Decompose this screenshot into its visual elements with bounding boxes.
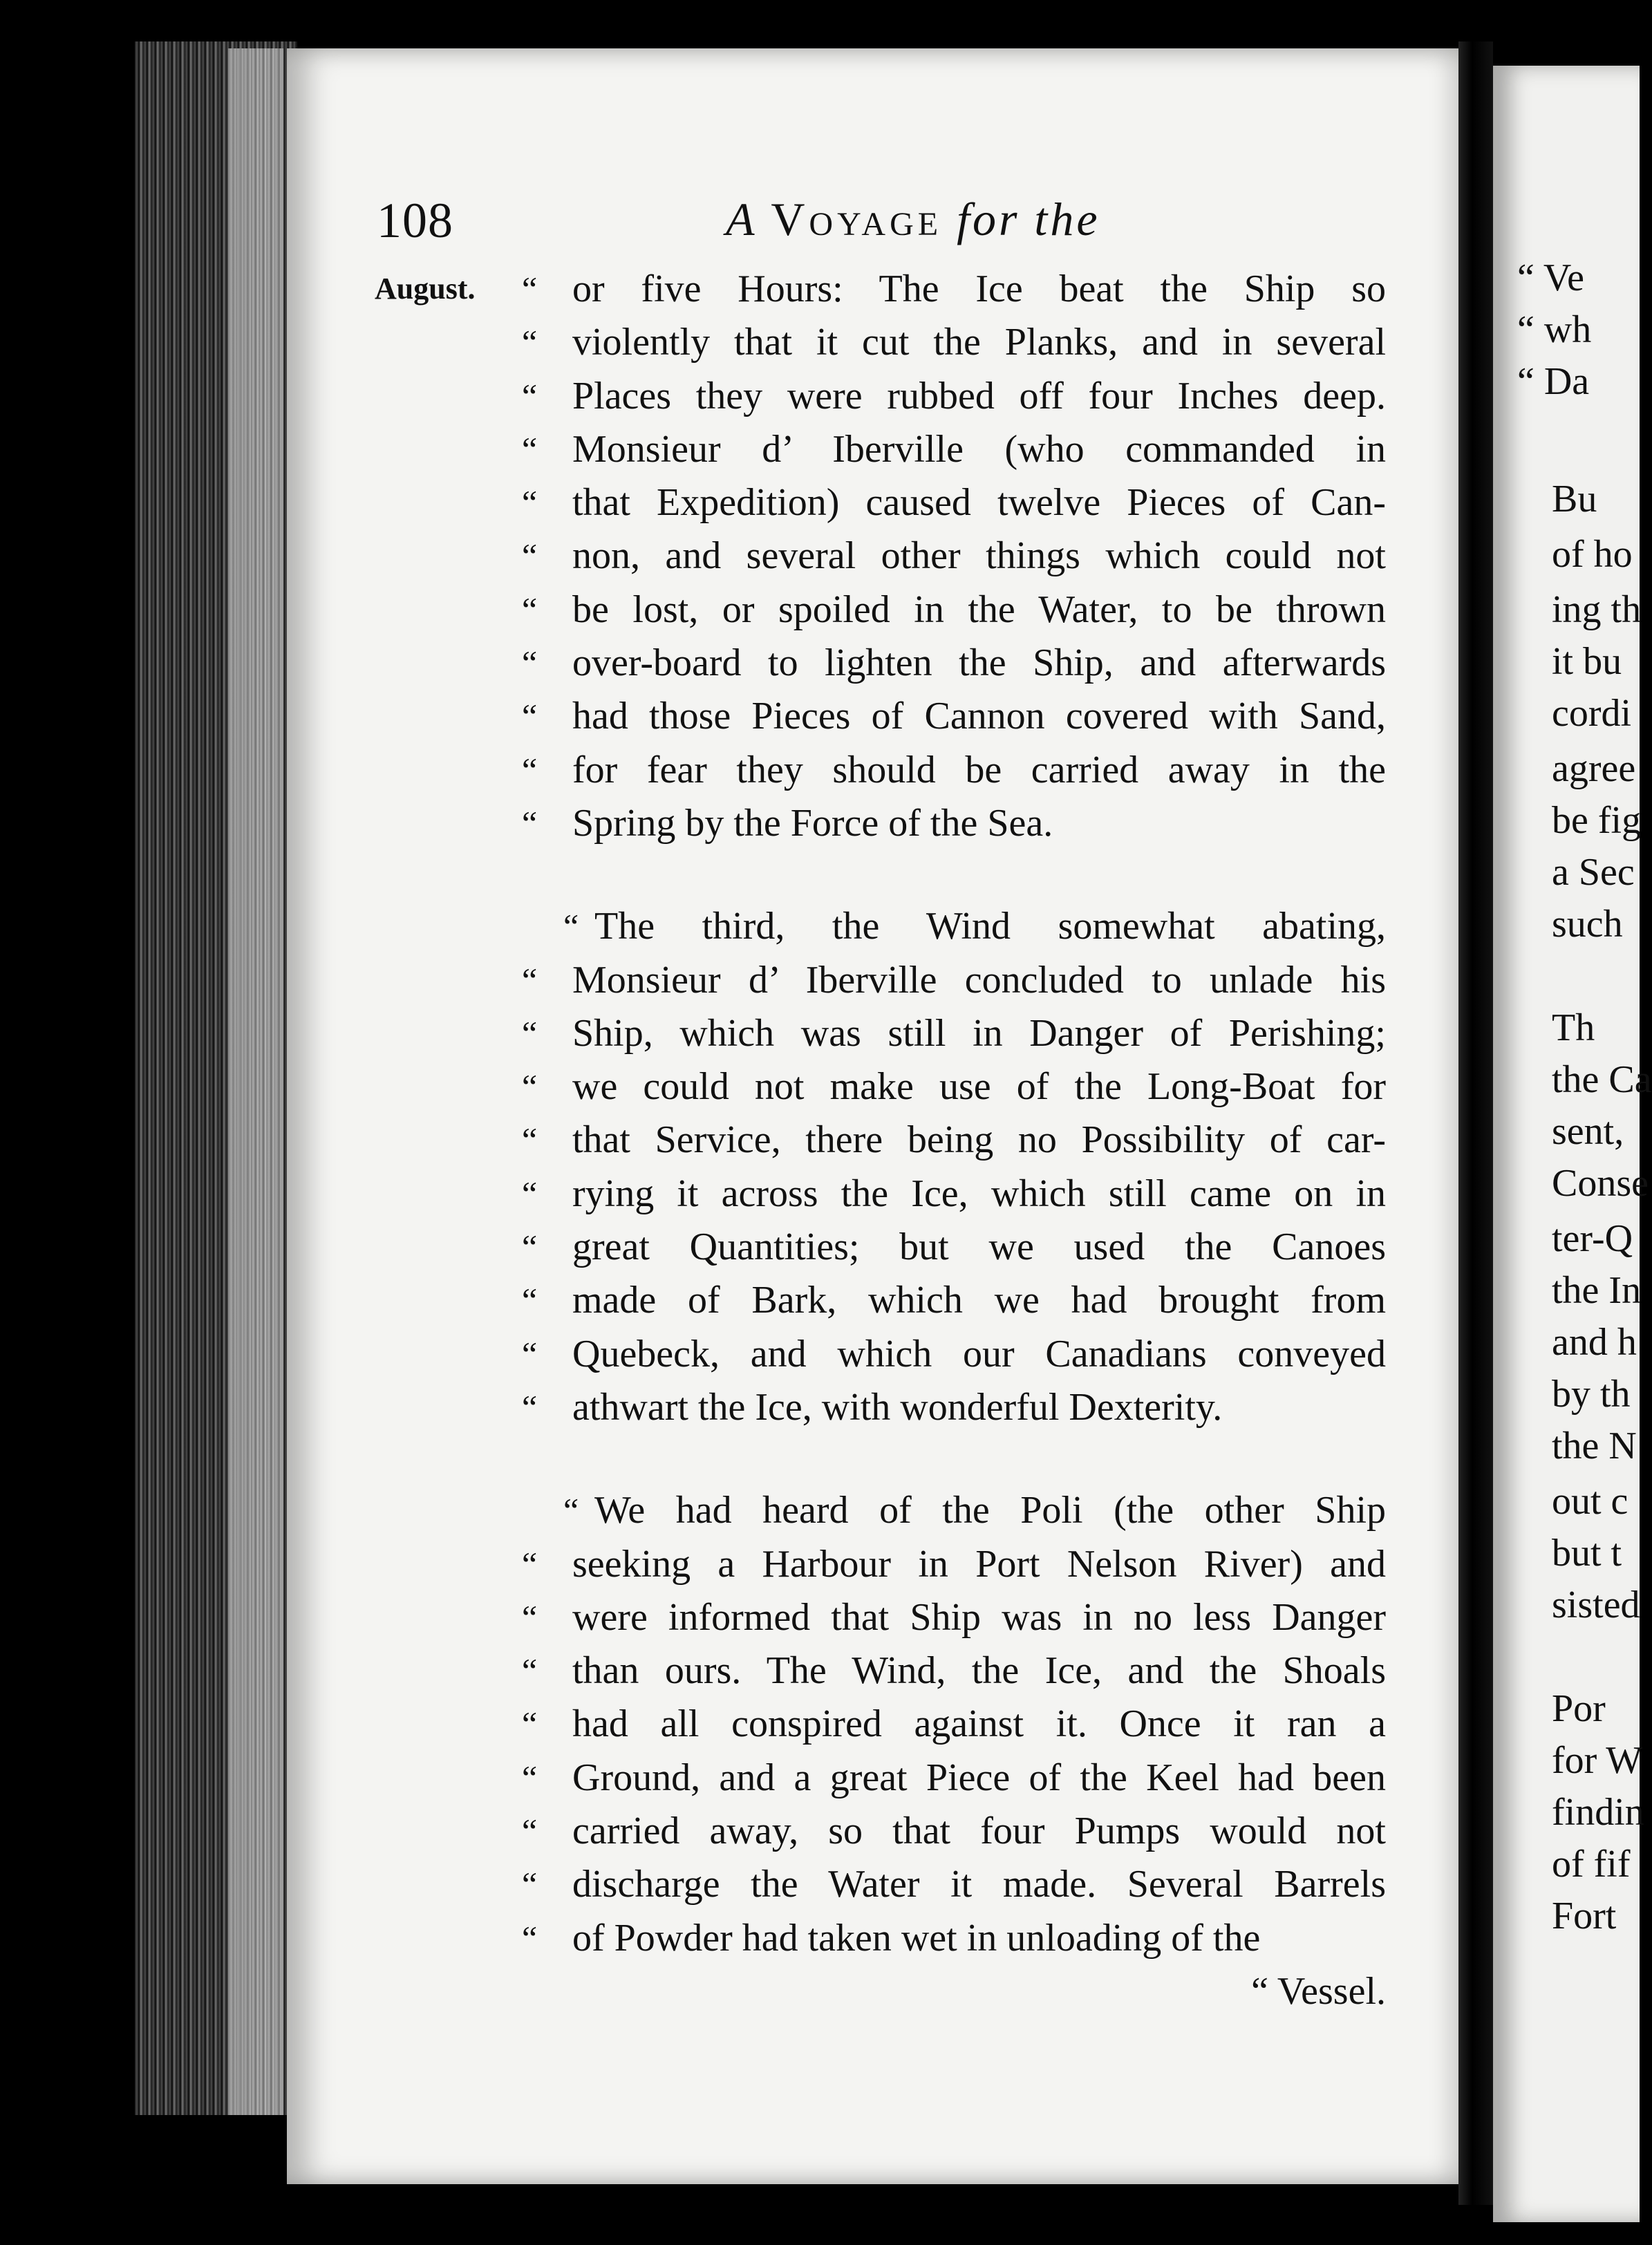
text-line [522, 1484, 1386, 1537]
quote-mark: “ [522, 590, 538, 629]
line-text: We had heard of the Poli (the other Ship [594, 1489, 1386, 1532]
line-text: athwart the Ice, with wonderful Dexterity. [572, 1385, 1223, 1429]
quote-mark: “ [522, 1597, 538, 1637]
right-page-fragment: ter-Q [1552, 1217, 1633, 1260]
text-line [522, 1912, 1386, 1965]
right-page-fragment: Th [1552, 1006, 1595, 1049]
text-line [522, 900, 1386, 953]
running-title-for-the: for the [957, 193, 1100, 245]
text-line [522, 690, 1386, 743]
text-line [522, 476, 1386, 529]
right-page-fragment: cordi [1552, 692, 1632, 735]
right-page-fragment: for W [1552, 1739, 1643, 1782]
running-title-article: A [726, 193, 757, 245]
quote-mark: “ [522, 1387, 538, 1427]
right-page-fragment: “ Da [1517, 360, 1590, 403]
line-text: we could not make use of the Long-Boat for [572, 1065, 1386, 1109]
line-text: over-board to lighten the Ship, and afterwards [572, 641, 1386, 685]
line-text: Quebeck, and which our Canadians conveyed [572, 1332, 1386, 1375]
line-text: or five Hours: The Ice beat the Ship so [572, 267, 1386, 310]
text-line [522, 583, 1386, 637]
line-text: had those Pieces of Cannon covered with Sand, [572, 695, 1386, 738]
line-text: Ground, and a great Piece of the Keel had been [572, 1756, 1386, 1799]
quote-mark: “ [522, 1334, 538, 1373]
quote-mark: “ [522, 1174, 538, 1213]
quote-mark: “ [522, 750, 538, 789]
text-line [522, 954, 1386, 1007]
text-line [522, 637, 1386, 690]
right-page-fragment: Fort [1552, 1895, 1617, 1937]
text-line [522, 1007, 1386, 1060]
line-text: seeking a Harbour in Port Nelson River) and [572, 1542, 1386, 1586]
quote-mark: “ [522, 1120, 538, 1160]
text-line [522, 316, 1386, 369]
quote-mark: “ [522, 323, 538, 362]
right-page-fragment: sent, [1552, 1110, 1624, 1153]
line-text: carried away, so that four Pumps would not [572, 1810, 1386, 1853]
text-line [522, 1644, 1386, 1698]
line-text: had all conspired against it. Once it ran a [572, 1702, 1386, 1746]
right-page-fragment: and h [1552, 1321, 1637, 1364]
right-page-fragment: by th [1552, 1373, 1631, 1416]
text-line [522, 1114, 1386, 1167]
quote-mark: “ [522, 644, 538, 683]
right-page-fragment: the N [1552, 1425, 1637, 1467]
running-head [377, 192, 1414, 254]
text-line [522, 1060, 1386, 1114]
quote-mark: “ [563, 907, 579, 946]
quote-mark: “ [522, 270, 538, 308]
running-title-voyage: Voyage [771, 193, 943, 245]
text-line [522, 1805, 1386, 1858]
text-line [522, 529, 1386, 583]
text-line [522, 1274, 1386, 1327]
book-gutter [1458, 41, 1493, 2205]
right-page-fragment: Bu [1552, 478, 1597, 520]
quote-mark: “ [522, 1918, 538, 1957]
quote-mark: “ [522, 1228, 538, 1267]
text-line [522, 1751, 1386, 1805]
quote-mark: “ [522, 1865, 538, 1904]
text-line [522, 370, 1386, 423]
text-line [522, 1858, 1386, 1911]
quote-mark: “ [522, 1281, 538, 1320]
line-text: made of Bark, which we had brought from [572, 1279, 1386, 1322]
quote-mark: “ [522, 1651, 538, 1691]
right-page-fragment: “ wh [1517, 308, 1592, 351]
line-text: be lost, or spoiled in the Water, to be thrown [572, 588, 1386, 631]
page-number: 108 [377, 193, 453, 248]
right-page-fragment: agree [1552, 747, 1636, 790]
quote-mark: “ [522, 376, 538, 415]
quote-mark: “ [522, 1704, 538, 1744]
line-text: that Expedition) caused twelve Pieces of Can- [572, 481, 1386, 525]
body-text [522, 263, 1386, 2018]
line-text: Monsieur d’ Iberville (who commanded in [572, 427, 1386, 471]
text-line [522, 1328, 1386, 1381]
right-page-fragment: a Sec [1552, 851, 1635, 894]
margin-note-month: August. [375, 272, 476, 306]
line-text: of Powder had taken wet in unloading of the [572, 1916, 1261, 1960]
quote-mark: “ [522, 1544, 538, 1584]
quote-mark: “ [522, 483, 538, 523]
right-page-fragment: be fig [1552, 799, 1642, 842]
quote-mark: “ [522, 1067, 538, 1107]
right-page-fragment: the In [1552, 1269, 1642, 1312]
quote-mark: “ [563, 1491, 579, 1530]
page-stack-edge [228, 48, 283, 2115]
right-page-fragment: Por [1552, 1687, 1606, 1730]
paragraph-gap [522, 1434, 1386, 1484]
text-line [522, 1698, 1386, 1751]
line-text: were informed that Ship was in no less Danger [572, 1595, 1386, 1639]
line-text: Ship, which was still in Danger of Perishing; [572, 1011, 1386, 1055]
paragraph-gap [522, 850, 1386, 900]
text-line [522, 1591, 1386, 1644]
right-page-fragment: ing th [1552, 588, 1642, 631]
line-text: for fear they should be carried away in the [572, 748, 1386, 791]
line-text: great Quantities; but we used the Canoes [572, 1225, 1386, 1269]
right-page-fragment: sisted [1552, 1584, 1640, 1626]
line-text: rying it across the Ice, which still came on in [572, 1172, 1386, 1215]
quote-mark: “ [522, 803, 538, 843]
text-line [522, 1167, 1386, 1221]
text-line [522, 1538, 1386, 1591]
right-page-fragment: out c [1552, 1480, 1628, 1523]
line-text: discharge the Water it made. Several Barrels [572, 1863, 1386, 1906]
line-text: non, and several other things which could not [572, 534, 1386, 578]
quote-mark: “ [522, 429, 538, 469]
text-line [522, 1381, 1386, 1434]
right-page-fragment: of ho [1552, 533, 1633, 576]
right-page-fragment: findin [1552, 1791, 1644, 1834]
text-line [522, 1221, 1386, 1274]
line-text: than ours. The Wind, the Ice, and the Shoals [572, 1649, 1386, 1693]
catchword: “ Vessel. [1251, 1969, 1386, 2013]
text-line [522, 423, 1386, 476]
right-page-fragment: of fif [1552, 1843, 1631, 1886]
line-text: Monsieur d’ Iberville concluded to unlade his [572, 958, 1386, 1002]
catchword-line [522, 1965, 1386, 2018]
right-page-fragment: “ Ve [1517, 256, 1584, 299]
right-page [1493, 66, 1652, 2222]
quote-mark: “ [522, 1013, 538, 1053]
quote-mark: “ [522, 960, 538, 999]
line-text: Spring by the Force of the Sea. [572, 801, 1053, 845]
text-line [522, 263, 1386, 316]
right-page-fragment: Conse [1552, 1162, 1649, 1205]
right-page-fragment: the Ca [1552, 1058, 1652, 1101]
running-title [726, 192, 1100, 247]
line-text: that Service, there being no Possibility of car- [572, 1118, 1386, 1162]
quote-mark: “ [522, 536, 538, 576]
line-text: violently that it cut the Planks, and in several [572, 321, 1386, 364]
right-page-fragment: such [1552, 903, 1623, 946]
line-text: Places they were rubbed off four Inches deep. [572, 374, 1386, 417]
quote-mark: “ [522, 697, 538, 736]
right-page-fragment: it bu [1552, 640, 1622, 683]
text-line [522, 744, 1386, 797]
quote-mark: “ [522, 1758, 538, 1797]
quote-mark: “ [522, 1812, 538, 1851]
right-page-fragment: but t [1552, 1532, 1622, 1575]
line-text: The third, the Wind somewhat abating, [594, 905, 1386, 948]
text-line [522, 797, 1386, 850]
